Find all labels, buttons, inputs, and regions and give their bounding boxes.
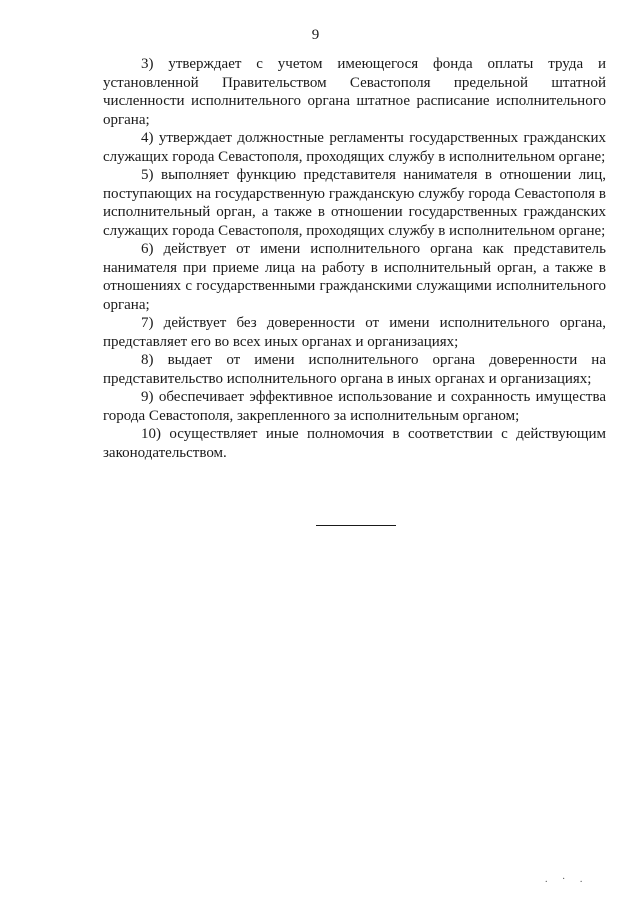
paragraph-item-8: 8) выдает от имени исполнительного органа доверенности на представительство исполнительного органа в иных органах и организациях;: [103, 352, 606, 387]
paragraph-item-3: 3) утверждает с учетом имеющегося фонда оплаты труда и установленной Правительством Севастополя предельной штатной численности исполнительного органа штатное расписание исполнительного органа;: [103, 56, 606, 128]
paragraph-item-10: 10) осуществляет иные полномочия в соответствии с действующим законодательством.: [103, 426, 606, 461]
end-divider-line: [316, 525, 396, 526]
document-body: [103, 55, 606, 462]
paragraph-item-5: 5) выполняет функцию представителя нанимателя в отношении лиц, поступающих на государственную гражданскую службу города Севастополя в исполнительный орган, а также в отношении государственных гражданских служащих города Севастополя, проходящих службу в исполнительном органе;: [103, 167, 606, 239]
corner-scan-marks: . · .: [545, 874, 589, 885]
paragraph-item-6: 6) действует от имени исполнительного органа как представитель нанимателя при приеме лица на работу в исполнительный орган, а также в отношениях с государственными гражданскими служащими исполнительного органа;: [103, 241, 606, 313]
paragraph-item-7: 7) действует без доверенности от имени исполнительного органа, представляет его во всех иных органах и организациях;: [103, 315, 606, 350]
paragraph-item-9: 9) обеспечивает эффективное использование и сохранность имущества города Севастополя, закрепленного за исполнительным органом;: [103, 389, 606, 424]
paragraph-item-4: 4) утверждает должностные регламенты государственных гражданских служащих города Севастополя, проходящих службу в исполнительном органе;: [103, 130, 606, 165]
page-number: 9: [311, 27, 320, 43]
